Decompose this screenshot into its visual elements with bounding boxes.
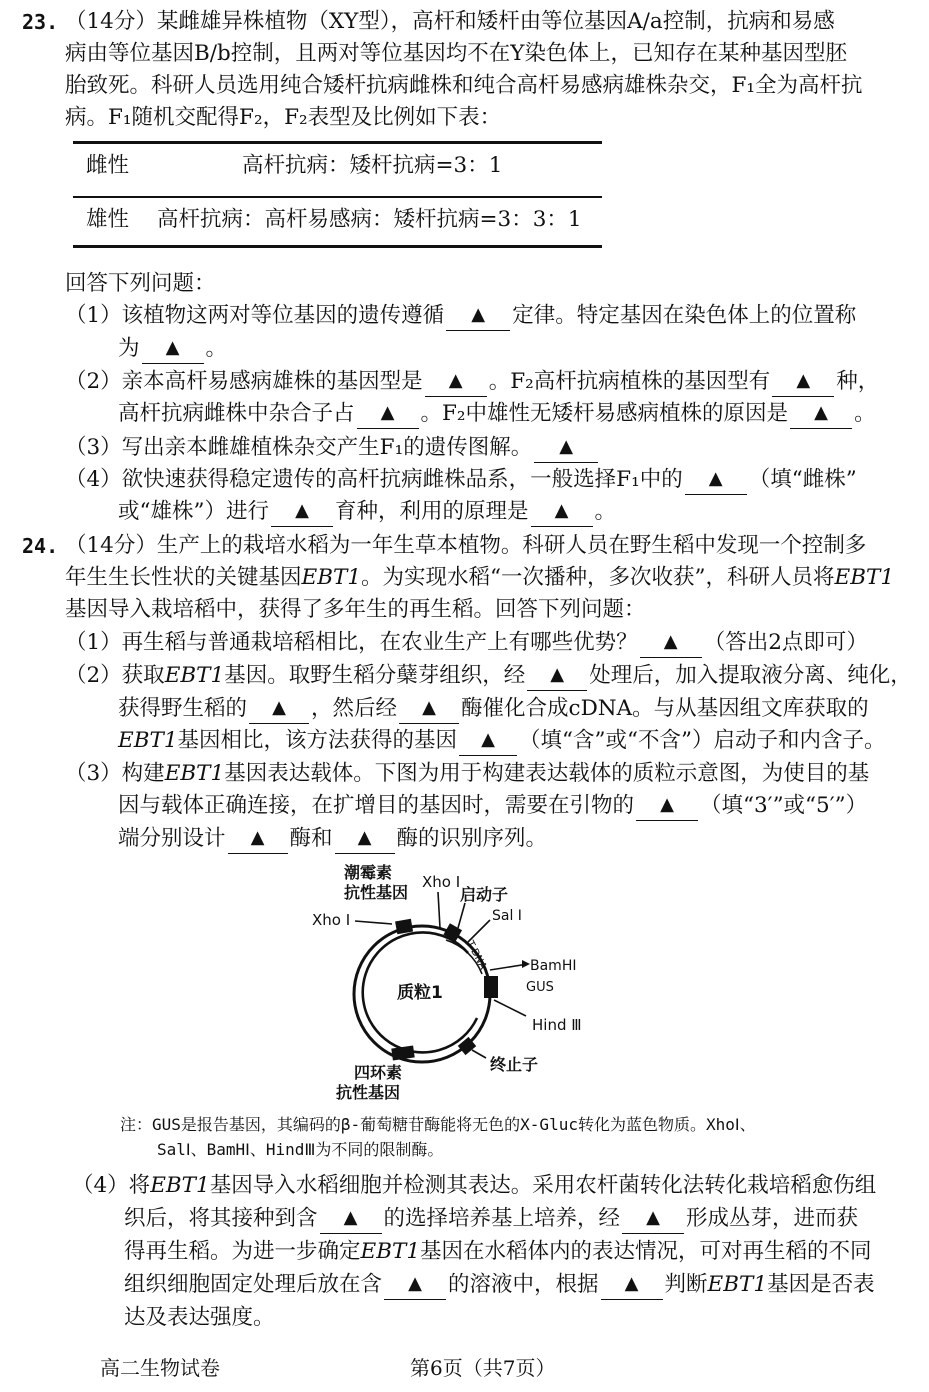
hind-label: Hind Ⅲ <box>532 1016 582 1034</box>
answer-blank[interactable] <box>527 664 587 691</box>
table-row1-value: 高杆抗病：矮杆抗病=3：1 <box>242 153 503 178</box>
q24-s4-text-e: 形成丛芽，进而获 <box>686 1206 859 1231</box>
triangle-icon: ▲ <box>559 436 574 457</box>
q24-s4-text-i: 的溶液中，根据 <box>448 1272 599 1297</box>
sal-label: Sal Ⅰ <box>492 908 522 924</box>
answer-blank[interactable] <box>601 1273 663 1300</box>
triangle-icon: ▲ <box>272 697 286 718</box>
q23-s4-text-d: 育种，利用的原理是 <box>334 499 529 524</box>
q24-s4-text-k: 基因是否表 <box>767 1272 875 1297</box>
q24-s4-text-h: 组织细胞固定处理后放在含 <box>124 1272 383 1297</box>
q24-sub2-line3 <box>118 725 886 757</box>
triangle-icon: ▲ <box>408 1273 422 1294</box>
q24-s3-text-b: 基因表达载体。下图为用于构建表达载体的质粒示意图，为使目的基 <box>224 761 870 786</box>
answer-blank[interactable] <box>790 402 852 429</box>
q24-s2-text-b: 基因。取野生稻分蘖芽组织，经 <box>224 663 526 688</box>
q24-sub4-line1 <box>72 1170 876 1202</box>
tetracycline-label-1: 四环素 <box>354 1063 403 1082</box>
footer-page-number: 第6页（共7页） <box>410 1356 556 1380</box>
promoter-pointer <box>458 903 465 928</box>
tdna-label: T-DNA <box>464 939 489 972</box>
q23-s4-text-a: （4）欲快速获得稳定遗传的高杆抗病雌株品系，一般选择F₁中的 <box>65 467 683 492</box>
triangle-icon: ▲ <box>422 697 436 718</box>
q24-s2-text-a: （2）获取 <box>65 663 165 688</box>
terminator-pointer <box>472 1050 486 1058</box>
answer-blank[interactable] <box>636 794 698 821</box>
q24-sub1 <box>65 627 868 659</box>
q23-s4-text-c: 或“雄株”）进行 <box>118 499 269 524</box>
q23-s3-text-a: （3）写出亲本雌雄植株杂交产生F₁的遗传图解。 <box>65 435 533 460</box>
answer-blank[interactable] <box>459 729 517 756</box>
q24-sub2-line1 <box>65 660 912 692</box>
question-number-23: 23. <box>22 10 59 34</box>
tetracycline-label-2: 抗性基因 <box>336 1083 401 1102</box>
gene-name: EBT1 <box>360 1239 421 1264</box>
q24-s3-text-g: 酶的识别序列。 <box>396 826 548 851</box>
answer-blank[interactable] <box>271 500 333 527</box>
bam-arrow <box>522 960 530 968</box>
table-middle-rule <box>73 196 602 198</box>
table-row2-label: 雄性 <box>86 207 130 232</box>
answer-blank[interactable] <box>685 468 747 495</box>
answer-intro: 回答下列问题： <box>65 271 216 296</box>
table-row1-label: 雌性 <box>86 153 130 178</box>
q24-s3-text-c: 因与载体正确连接，在扩增目的基因时，需要在引物的 <box>118 793 635 818</box>
sal-pointer <box>468 920 490 942</box>
gene-name: EBT1 <box>118 728 178 753</box>
answer-blank[interactable] <box>772 370 834 397</box>
q24-sub4-line4 <box>124 1269 875 1301</box>
triangle-icon: ▲ <box>165 337 180 358</box>
plasmid-diagram <box>300 858 620 1106</box>
triangle-icon: ▲ <box>550 664 565 685</box>
q24-s1-text-a: （1）再生稻与普通栽培稻相比，在农业生产上有哪些优势？ <box>65 630 638 655</box>
triangle-icon: ▲ <box>554 500 569 521</box>
q23-sub1-line1 <box>65 300 856 332</box>
q23-sub2-line2 <box>118 398 876 430</box>
promoter-label: 启动子 <box>460 885 509 904</box>
triangle-icon: ▲ <box>796 370 811 391</box>
xho-top-pointer <box>438 892 440 928</box>
table-top-rule <box>73 141 602 144</box>
question-number-24: 24. <box>22 534 59 558</box>
footer-subject: 高二生物试卷 <box>100 1356 220 1380</box>
q24-sub4-line3 <box>124 1236 872 1268</box>
answer-blank[interactable] <box>425 370 487 397</box>
q24-s4-text-g: 基因在水稻体内的表达情况，可对再生稻的不同 <box>420 1239 872 1264</box>
q24-line-1: （14分）生产上的栽培水稻为一年生草本植物。科研人员在野生稻中发现一个控制多 <box>65 533 867 558</box>
answer-blank[interactable] <box>320 1207 382 1234</box>
table-row2-value: 高杆抗病：高杆易感病：矮杆抗病=3：3：1 <box>157 207 582 232</box>
answer-blank[interactable] <box>357 402 419 429</box>
q24-s2-text-g: 基因相比，该方法获得的基因 <box>177 728 458 753</box>
hygromycin-label-1: 潮霉素 <box>344 863 393 882</box>
q24-line-3: 基因导入栽培稻中，获得了多年生的再生稻。回答下列问题： <box>65 597 646 622</box>
q23-sub1-line2 <box>118 333 227 365</box>
diagram-note-line2: SalⅠ、BamHⅠ、HindⅢ为不同的限制酶。 <box>157 1140 444 1159</box>
answer-blank[interactable] <box>228 827 288 854</box>
q24-s2-text-f: 酶催化合成cDNA。与从基因组文库获取的 <box>461 696 869 721</box>
gene-name: EBT1 <box>301 565 362 590</box>
gene-name: EBT1 <box>834 565 895 590</box>
q24-s4-text-c: 织后，将其接种到含 <box>124 1206 318 1231</box>
q24-s4-text-j: 判断 <box>664 1272 708 1297</box>
triangle-icon: ▲ <box>624 1273 639 1294</box>
gene-name: EBT1 <box>164 761 225 786</box>
q23-s2-text-f: 。 <box>854 401 876 426</box>
xho-top-label: Xho Ⅰ <box>422 873 461 891</box>
q24-s2-text-h: （填“含”或“不含”）启动子和内含子。 <box>519 728 886 753</box>
diagram-note-line1: 注：GUS是报告基因，其编码的β-葡萄糖苷酶能将无色的X-Gluc转化为蓝色物质。XhoⅠ、 <box>120 1115 756 1134</box>
q24-s4-text-f: 得再生稻。为进一步确定 <box>124 1239 361 1264</box>
q23-s4-text-b: （填“雌株” <box>748 467 857 492</box>
q23-s1-text-d: 。 <box>205 336 228 361</box>
q24-s3-text-e: 端分别设计 <box>118 826 226 851</box>
q24-s3-text-a: （3）构建 <box>65 761 165 786</box>
xho-left-label: Xho Ⅰ <box>312 911 351 929</box>
answer-blank[interactable] <box>622 1207 684 1234</box>
q24-s3-text-f: 酶和 <box>289 826 333 851</box>
q23-s2-text-d: 高杆抗病雌株中杂合子占 <box>118 401 355 426</box>
q23-line-2: 病由等位基因B/b控制，且两对等位基因均不在Y染色体上，已知存在某种基因型胚 <box>65 41 848 66</box>
hind-pointer <box>494 1000 526 1016</box>
q23-line-3: 胎致死。科研人员选用纯合矮杆抗病雌株和纯合高杆易感病雄株杂交，F₁全为高杆抗 <box>65 73 863 98</box>
triangle-icon: ▲ <box>660 794 674 815</box>
gus-block <box>484 976 498 998</box>
q24-s4-text-a: （4）将 <box>72 1173 151 1198</box>
q24-sub2-line2 <box>118 693 869 725</box>
answer-blank[interactable] <box>335 827 395 854</box>
answer-blank[interactable] <box>640 631 702 658</box>
terminator-label: 终止子 <box>490 1055 539 1074</box>
q23-line-1: （14分）某雌雄异株植物（XY型），高杆和矮杆由等位基因A/a控制，抗病和易感 <box>65 9 835 34</box>
answer-blank[interactable] <box>249 697 309 724</box>
q24-s1-text-b: （答出2点即可） <box>703 630 868 655</box>
gene-name: EBT1 <box>150 1173 210 1198</box>
q24-s4-text-b: 基因导入水稻细胞并检测其表达。采用农杆菌转化法转化栽培稻愈伤组 <box>209 1173 877 1198</box>
triangle-icon: ▲ <box>295 500 309 521</box>
q23-sub3 <box>65 432 600 464</box>
tetracycline-gene-block <box>391 1046 414 1061</box>
triangle-icon: ▲ <box>708 468 723 489</box>
triangle-icon: ▲ <box>481 729 495 750</box>
q24-sub4-line2 <box>124 1203 858 1235</box>
q23-s1-text-a: （1）该植物这两对等位基因的遗传遵循 <box>65 303 445 328</box>
answer-blank[interactable] <box>446 304 510 331</box>
q24-sub3-line1 <box>65 758 869 790</box>
triangle-icon: ▲ <box>663 631 678 652</box>
answer-blank[interactable] <box>384 1273 446 1300</box>
triangle-icon: ▲ <box>646 1207 660 1228</box>
answer-blank[interactable] <box>399 697 459 724</box>
q23-s2-text-c: 种， <box>836 369 880 394</box>
xho-left-pointer <box>355 921 392 924</box>
table-bottom-rule <box>73 245 602 248</box>
q23-s2-text-b: 。F₂高杆抗病植株的基因型有 <box>488 369 771 394</box>
q24-l2-text-a: 年生生长性状的关键基因 <box>65 565 302 590</box>
q23-s2-text-e: 。F₂中雄性无矮杆易感病植株的原因是 <box>420 401 789 426</box>
answer-blank[interactable] <box>142 337 204 364</box>
triangle-icon: ▲ <box>250 827 265 848</box>
gene-name: EBT1 <box>707 1272 768 1297</box>
q24-sub4-line5: 达及表达强度。 <box>124 1305 275 1330</box>
plasmid-label: 质粒1 <box>397 983 443 1003</box>
q23-s1-text-b: 定律。特定基因在染色体上的位置称 <box>512 303 857 328</box>
q24-s3-text-d: （填“3′”或“5′”） <box>700 793 868 818</box>
answer-blank[interactable] <box>531 500 593 527</box>
gene-name: EBT1 <box>164 663 225 688</box>
triangle-icon: ▲ <box>357 827 372 848</box>
hygromycin-gene-block <box>395 919 413 935</box>
triangle-icon: ▲ <box>343 1207 358 1228</box>
triangle-icon: ▲ <box>380 402 395 423</box>
q24-sub3-line2 <box>118 790 867 822</box>
q23-s4-text-e: 。 <box>594 499 617 524</box>
q23-sub4-line1 <box>65 464 857 496</box>
q23-s1-text-c: 为 <box>118 336 140 361</box>
answer-blank[interactable] <box>534 436 598 463</box>
q23-s2-text-a: （2）亲本高杆易感病雄株的基因型是 <box>65 369 423 394</box>
hygromycin-label-2: 抗性基因 <box>344 883 409 902</box>
bam-label: BamHⅠ <box>530 958 577 974</box>
q24-l2-text-b: 。为实现水稻“一次播种，多次收获”，科研人员将 <box>361 565 835 590</box>
q23-sub2-line1 <box>65 366 879 398</box>
q24-line-2 <box>65 562 894 594</box>
q24-s2-text-e: ，然后经 <box>311 696 398 721</box>
q24-s2-text-d: 获得野生稻的 <box>118 696 248 721</box>
q24-sub3-line3 <box>118 823 547 855</box>
triangle-icon: ▲ <box>448 370 463 391</box>
triangle-icon: ▲ <box>814 402 828 423</box>
gus-label: GUS <box>526 980 554 995</box>
q23-line-4: 病。F₁随机交配得F₂，F₂表型及比例如下表： <box>65 105 502 130</box>
q24-s2-text-c: 处理后，加入提取液分离、纯化， <box>589 663 912 688</box>
q24-s4-text-d: 的选择培养基上培养，经 <box>383 1206 621 1231</box>
triangle-icon: ▲ <box>471 304 486 325</box>
q23-sub4-line2 <box>118 496 616 528</box>
